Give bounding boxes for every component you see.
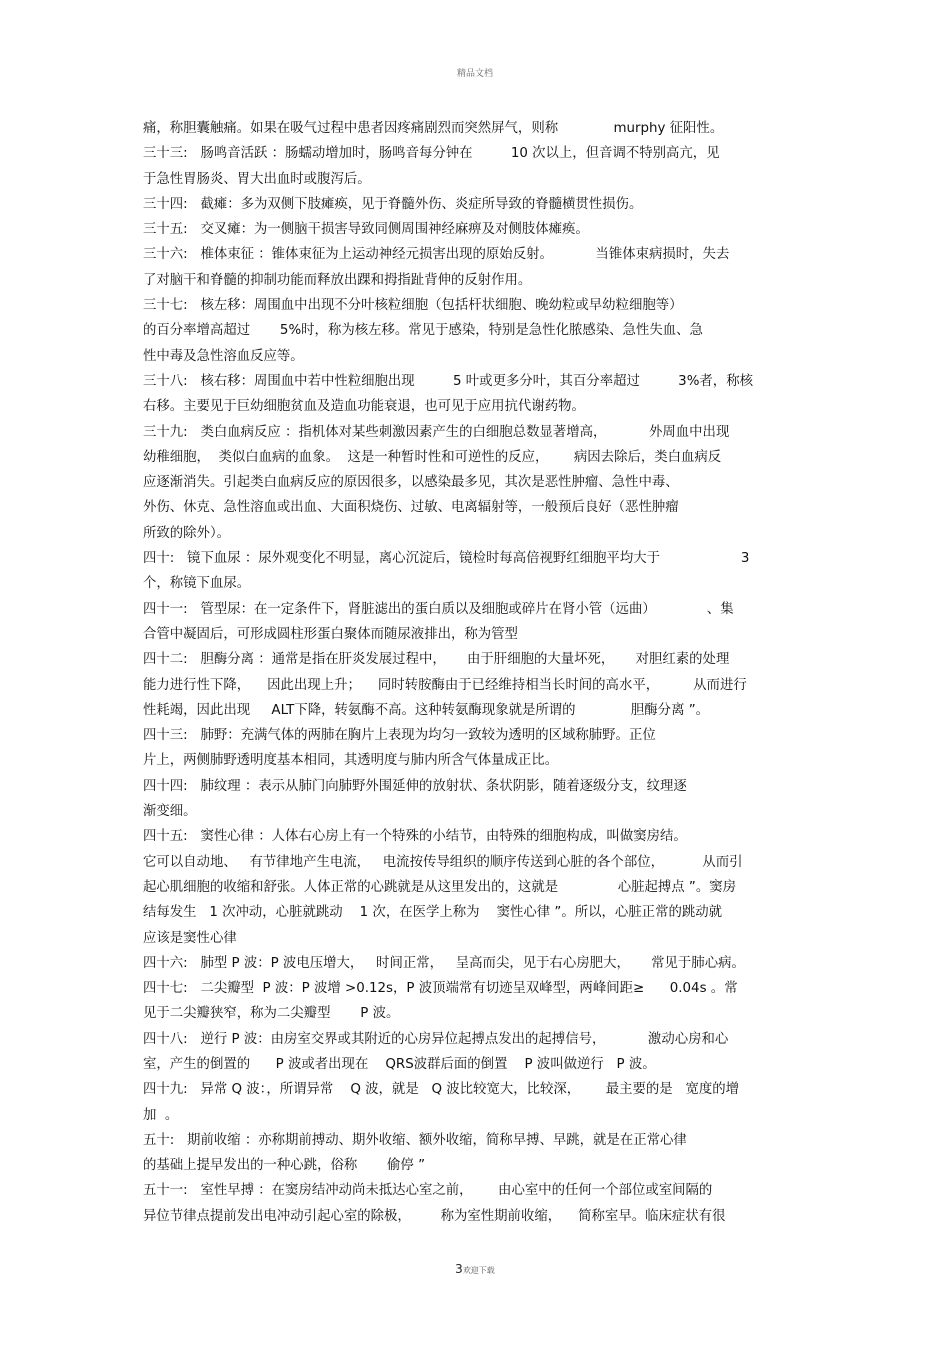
text-line: 室，产生的倒置的 P 波或者出现在 QRS波群后面的倒置 P 波叫做逆行 P 波。 (143, 1056, 656, 1072)
text-line: 应逐渐消失。引起类白血病反应的原因很多，以感染最多见，其次是恶性肿瘤、急性中毒、 (143, 475, 679, 491)
text-line: 合管中凝固后，可形成圆柱形蛋白聚体而随尿液排出，称为管型 (143, 626, 518, 642)
text-line: 四十八: 逆行 P 波：由房室交界或其附近的心房异位起搏点发出的起搏信号， 激动心房和心 (143, 1031, 729, 1047)
text-line: 三十六: 椎体束征 ：锥体束征为上运动神经元损害出现的原始反射。 当锥体束病损时，失去 (143, 247, 730, 263)
text-line: 三十四: 截瘫：多为双侧下肢瘫痪，见于脊髓外伤、炎症所导致的脊髓横贯性损伤。 (143, 196, 643, 212)
text-line: 四十四: 肺纹理 ：表示从肺门向肺野外围延伸的放射状、条状阴影，随着逐级分支，纹理逐 (143, 778, 687, 794)
text-line: 所致的除外）。 (143, 525, 231, 541)
text-line: 能力进行性下降， 因此出现上升； 同时转胺酶由于已经维持相当长时间的高水平， 从而进行 (143, 677, 747, 693)
text-line: 它可以自动地、 有节律地产生电流， 电流按传导组织的顺序传送到心脏的各个部位， 从而引 (143, 854, 743, 870)
text-line: 四十三: 肺野：充满气体的两肺在胸片上表现为均匀一致较为透明的区域称肺野。正位 (143, 728, 656, 744)
footer-text: 欢迎下载 (462, 1266, 495, 1275)
text-line: 外伤、休克、急性溶血或出血、大面积烧伤、过敏、电离辐射等，一般预后良好（恶性肿瘤 (143, 500, 679, 516)
text-line: 的基础上提早发出的一种心跳，俗称 偷停 ” (143, 1158, 426, 1174)
text-line: 三十五: 交叉瘫：为一侧脑干损害导致同侧周围神经麻痹及对侧肢体瘫痪。 (143, 222, 589, 238)
text-line: 片上，两侧肺野透明度基本相同，其透明度与肺内所含气体量成正比。 (143, 753, 559, 769)
text-line: 起心肌细胞的收缩和舒张。人体正常的心跳就是从这里发出的，这就是 心脏起搏点 ”。窦房 (143, 879, 737, 895)
text-line: 加 。 (143, 1107, 179, 1123)
text-line: 应该是窦性心律 (143, 930, 237, 946)
page-footer (0, 1262, 950, 1276)
text-line: 三十九: 类白血病反应 ：指机体对某些刺激因素产生的白细胞总数显著增高， 外周血中出现 (143, 424, 730, 440)
text-line: 痛，称胆囊触痛。如果在吸气过程中患者因疼痛剧烈而突然屏气，则称 murphy 征阳性。 (143, 121, 724, 136)
text-line: 异位节律点提前发出电冲动引起心室的除极， 称为室性期前收缩， 简称室早。临床症状有很 (143, 1208, 726, 1224)
text-line: 渐变细。 (143, 804, 197, 820)
text-line: 于急性胃肠炎、胃大出血时或腹泻后。 (143, 171, 371, 187)
page-header: 精品文档 (456, 69, 493, 79)
text-line: 的百分率增高超过 5%时，称为核左移。常见于感染，特别是急性化脓感染、急性失血、急 (143, 323, 703, 339)
text-line: 结每发生 1 次冲动，心脏就跳动 1 次，在医学上称为 窦性心律 ”。所以，心脏正常的跳动就 (143, 905, 723, 921)
text-line: 五十一: 室性早搏 ：在窦房结冲动尚未抵达心室之前， 由心室中的任何一个部位或室间隔的 (143, 1183, 713, 1199)
page-number: 3 (455, 1262, 463, 1276)
text-line: 右移。主要见于巨幼细胞贫血及造血功能衰退，也可见于应用抗代谢药物。 (143, 399, 585, 415)
text-line: 四十一: 管型尿：在一定条件下，肾脏滤出的蛋白质以及细胞或碎片在肾小管（远曲） 、集 (143, 601, 734, 617)
text-line: 三十八: 核右移：周围血中若中性粒细胞出现 5 叶或更多分叶，其百分率超过 3%者，称核 (143, 373, 753, 389)
text-line: 四十五: 窦性心律 ：人体右心房上有一个特殊的小结节，由特殊的细胞构成，叫做窦房结。 (143, 829, 687, 845)
text-line: 四十九: 异常 Q 波：，所谓异常 Q 波，就是 Q 波比较宽大，比较深， 最主要的是 宽度的增 (143, 1082, 739, 1098)
text-line: 性中毒及急性溶血反应等。 (143, 348, 304, 364)
text-line: 四十: 镜下血尿 ：尿外观变化不明显，离心沉淀后，镜检时每高倍视野红细胞平均大于 3 (143, 551, 750, 567)
text-line: 了对脑干和脊髓的抑制功能而释放出踝和拇指趾背伸的反射作用。 (143, 272, 532, 288)
document-body (143, 116, 813, 1229)
text-line: 五十: 期前收缩 ：亦称期前搏动、期外收缩、额外收缩，简称早搏、早跳，就是在正常心律 (143, 1132, 687, 1148)
text-line: 见于二尖瓣狭窄，称为二尖瓣型 P 波。 (143, 1006, 400, 1022)
text-line: 四十六: 肺型 P 波：P 波电压增大， 时间正常， 呈高而尖，见于右心房肥大， 常见于肺心病。 (143, 955, 745, 971)
text-line: 幼稚细胞， 类似白血病的血象。 这是一种暂时性和可逆性的反应， 病因去除后，类白血病反 (143, 449, 722, 465)
text-line: 性耗竭，因此出现 ALT下降，转氨酶不高。这种转氨酶现象就是所谓的 胆酶分离 ”。 (143, 702, 710, 718)
text-line: 四十二: 胆酶分离 ：通常是指在肝炎发展过程中， 由于肝细胞的大量坏死， 对胆红素的处理 (143, 652, 730, 668)
text-line: 个，称镜下血尿。 (143, 576, 251, 592)
text-line: 四十七: 二尖瓣型 P 波：P 波增 >0.12s，P 波顶端常有切迹呈双峰型，两峰间距≥ 0.04s 。常 (143, 981, 738, 997)
text-line: 三十三: 肠鸣音活跃 ：肠蠕动增加时，肠鸣音每分钟在 10 次以上，但音调不特别高亢，见 (143, 146, 720, 162)
text-line: 三十七: 核左移：周围血中出现不分叶核粒细胞（包括杆状细胞、晚幼粒或早幼粒细胞等） (143, 298, 683, 314)
